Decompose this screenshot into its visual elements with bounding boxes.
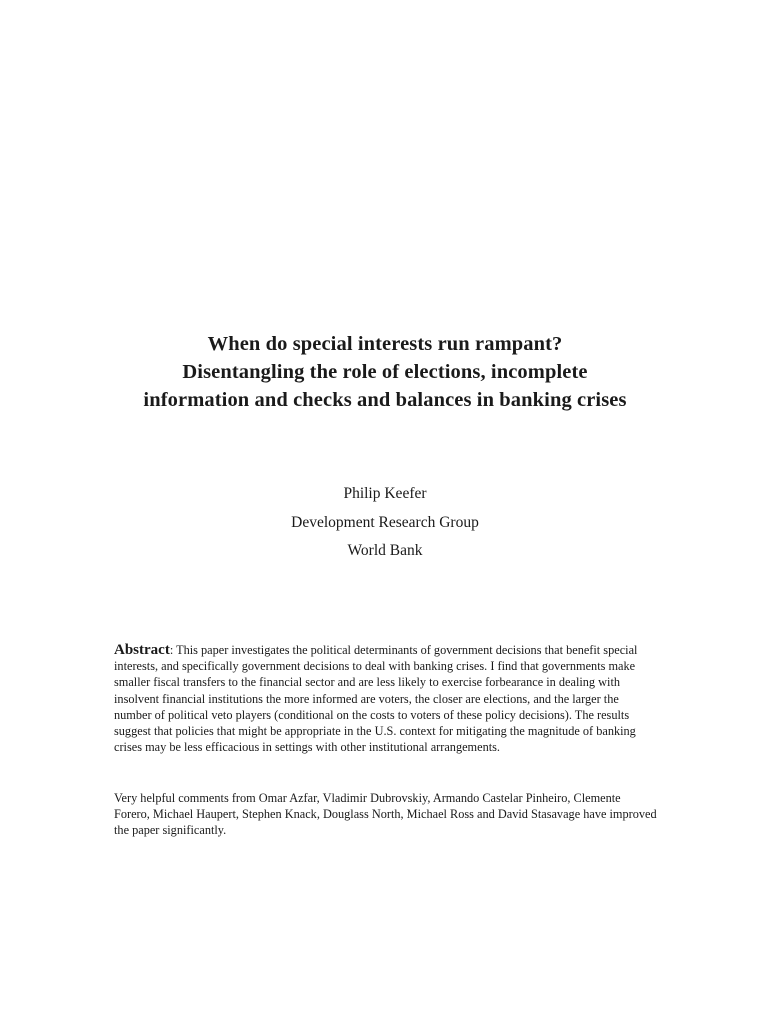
author-block bbox=[0, 480, 770, 566]
abstract-separator: : bbox=[169, 643, 174, 657]
title-line-1: When do special interests run rampant? bbox=[207, 333, 563, 355]
title-line-2: Disentangling the role of elections, incomplete bbox=[182, 361, 588, 383]
abstract-paragraph bbox=[114, 642, 659, 755]
author-institution: World Bank bbox=[347, 542, 423, 559]
abstract-text: This paper investigates the political determinants of government decisions that benefit special interests, and specifically government decisions to deal with banking crises. I find that governments make smaller fiscal transfers to the financial sector and are less likely to exercise forbearance in dealing with insolvent financial institutions the more informed are voters, the closer are elections, and the larger the number of political veto players (conditional on the costs to voters of these policy decisions). The results suggest that policies that might be appropriate in the U.S. context for mitigating the magnitude of banking crises may be less efficacious in settings with other institutional arrangements. bbox=[114, 643, 638, 755]
abstract-label: Abstract bbox=[114, 642, 170, 658]
paper-title bbox=[0, 330, 770, 414]
acknowledgements-paragraph: Very helpful comments from Omar Azfar, Vladimir Dubrovskiy, Armando Castelar Pinheiro, Clemente Forero, Michael Haupert, Stephen Knack, Douglass North, Michael Ross and David Stasavage have improved the paper significantly. bbox=[114, 791, 657, 838]
author-group: Development Research Group bbox=[291, 513, 479, 531]
title-line-3: information and checks and balances in banking crises bbox=[143, 389, 627, 411]
author-name: Philip Keefer bbox=[343, 485, 427, 502]
